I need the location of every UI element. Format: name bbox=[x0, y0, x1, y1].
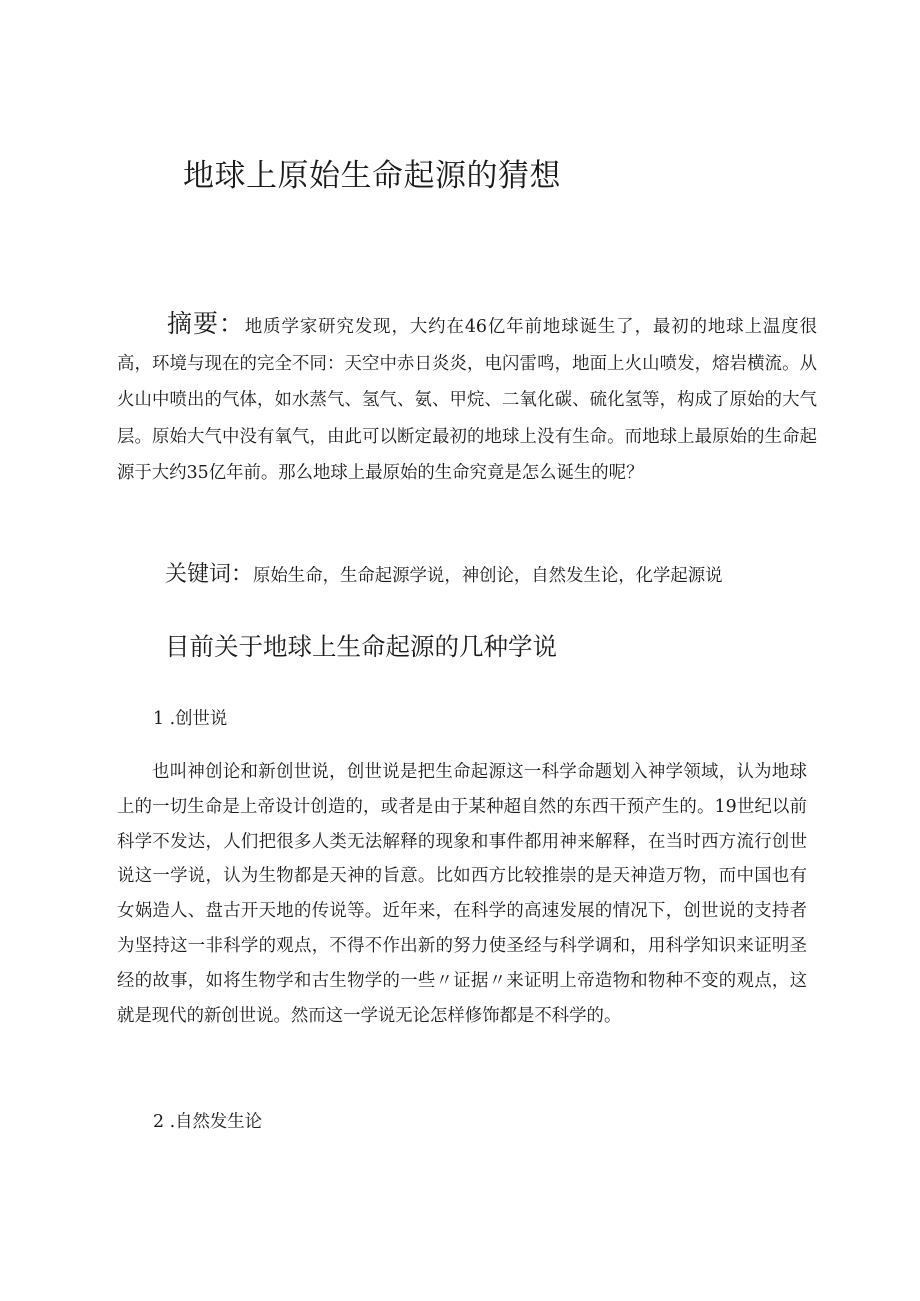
keywords-text: 原始生命，生命起源学说，神创论，自然发生论，化学起源说 bbox=[253, 566, 723, 586]
abstract-text: 地质学家研究发现，大约在46亿年前地球诞生了，最初的地球上温度很高，环境与现在的完全不同：天空中赤日炎炎，电闪雷鸣，地面上火山喷发，熔岩横流。从火山中喷出的气体，如水蒸气、氢气、氨、甲烷、二氧化碳、硫化氢等，构成了原始的大气层。原始大气中没有氧气，由此可以断定最初的地球上没有生命。而地球上最原始的生命起源于大约35亿年前。那么地球上最原始的生命究竟是怎么诞生的呢？ bbox=[117, 317, 817, 483]
subsection-paragraph-creationism: 也叫神创论和新创世说，创世说是把生命起源这一科学命题划入神学领域，认为地球上的一切生命是上帝设计创造的，或者是由于某种超自然的东西干预产生的。19世纪以前科学不发达，人们把很多人类无法解释的现象和事件都用神来解释，在当时西方流行创世说这一学说，认为生物都是天神的旨意。比如西方比较推崇的是天神造万物，而中国也有女娲造人、盘古开天地的传说等。近年来，在科学的高速发展的情况下，创世说的支持者为坚持这一非科学的观点，不得不作出新的努力使圣经与科学调和，用科学知识来证明圣经的故事，如将生物学和古生物学的一些〃证据〃来证明上帝造物和物种不变的观点，这就是现代的新创世说。然而这一学说无论怎样修饰都是不科学的。 bbox=[117, 762, 807, 1026]
subsection-heading-spontaneous-generation: 2 .自然发生论 bbox=[153, 1112, 263, 1132]
keywords-label: 关键词： bbox=[165, 562, 254, 587]
abstract-paragraph bbox=[117, 306, 817, 492]
keywords-line bbox=[165, 557, 723, 588]
document-title: 地球上原始生命起源的猜想 bbox=[183, 158, 561, 194]
abstract-label: 摘要： bbox=[167, 309, 245, 338]
subsection-heading-creationism: 1 .创世说 bbox=[153, 709, 228, 729]
section-heading: 目前关于地球上生命起源的几种学说 bbox=[165, 632, 557, 661]
